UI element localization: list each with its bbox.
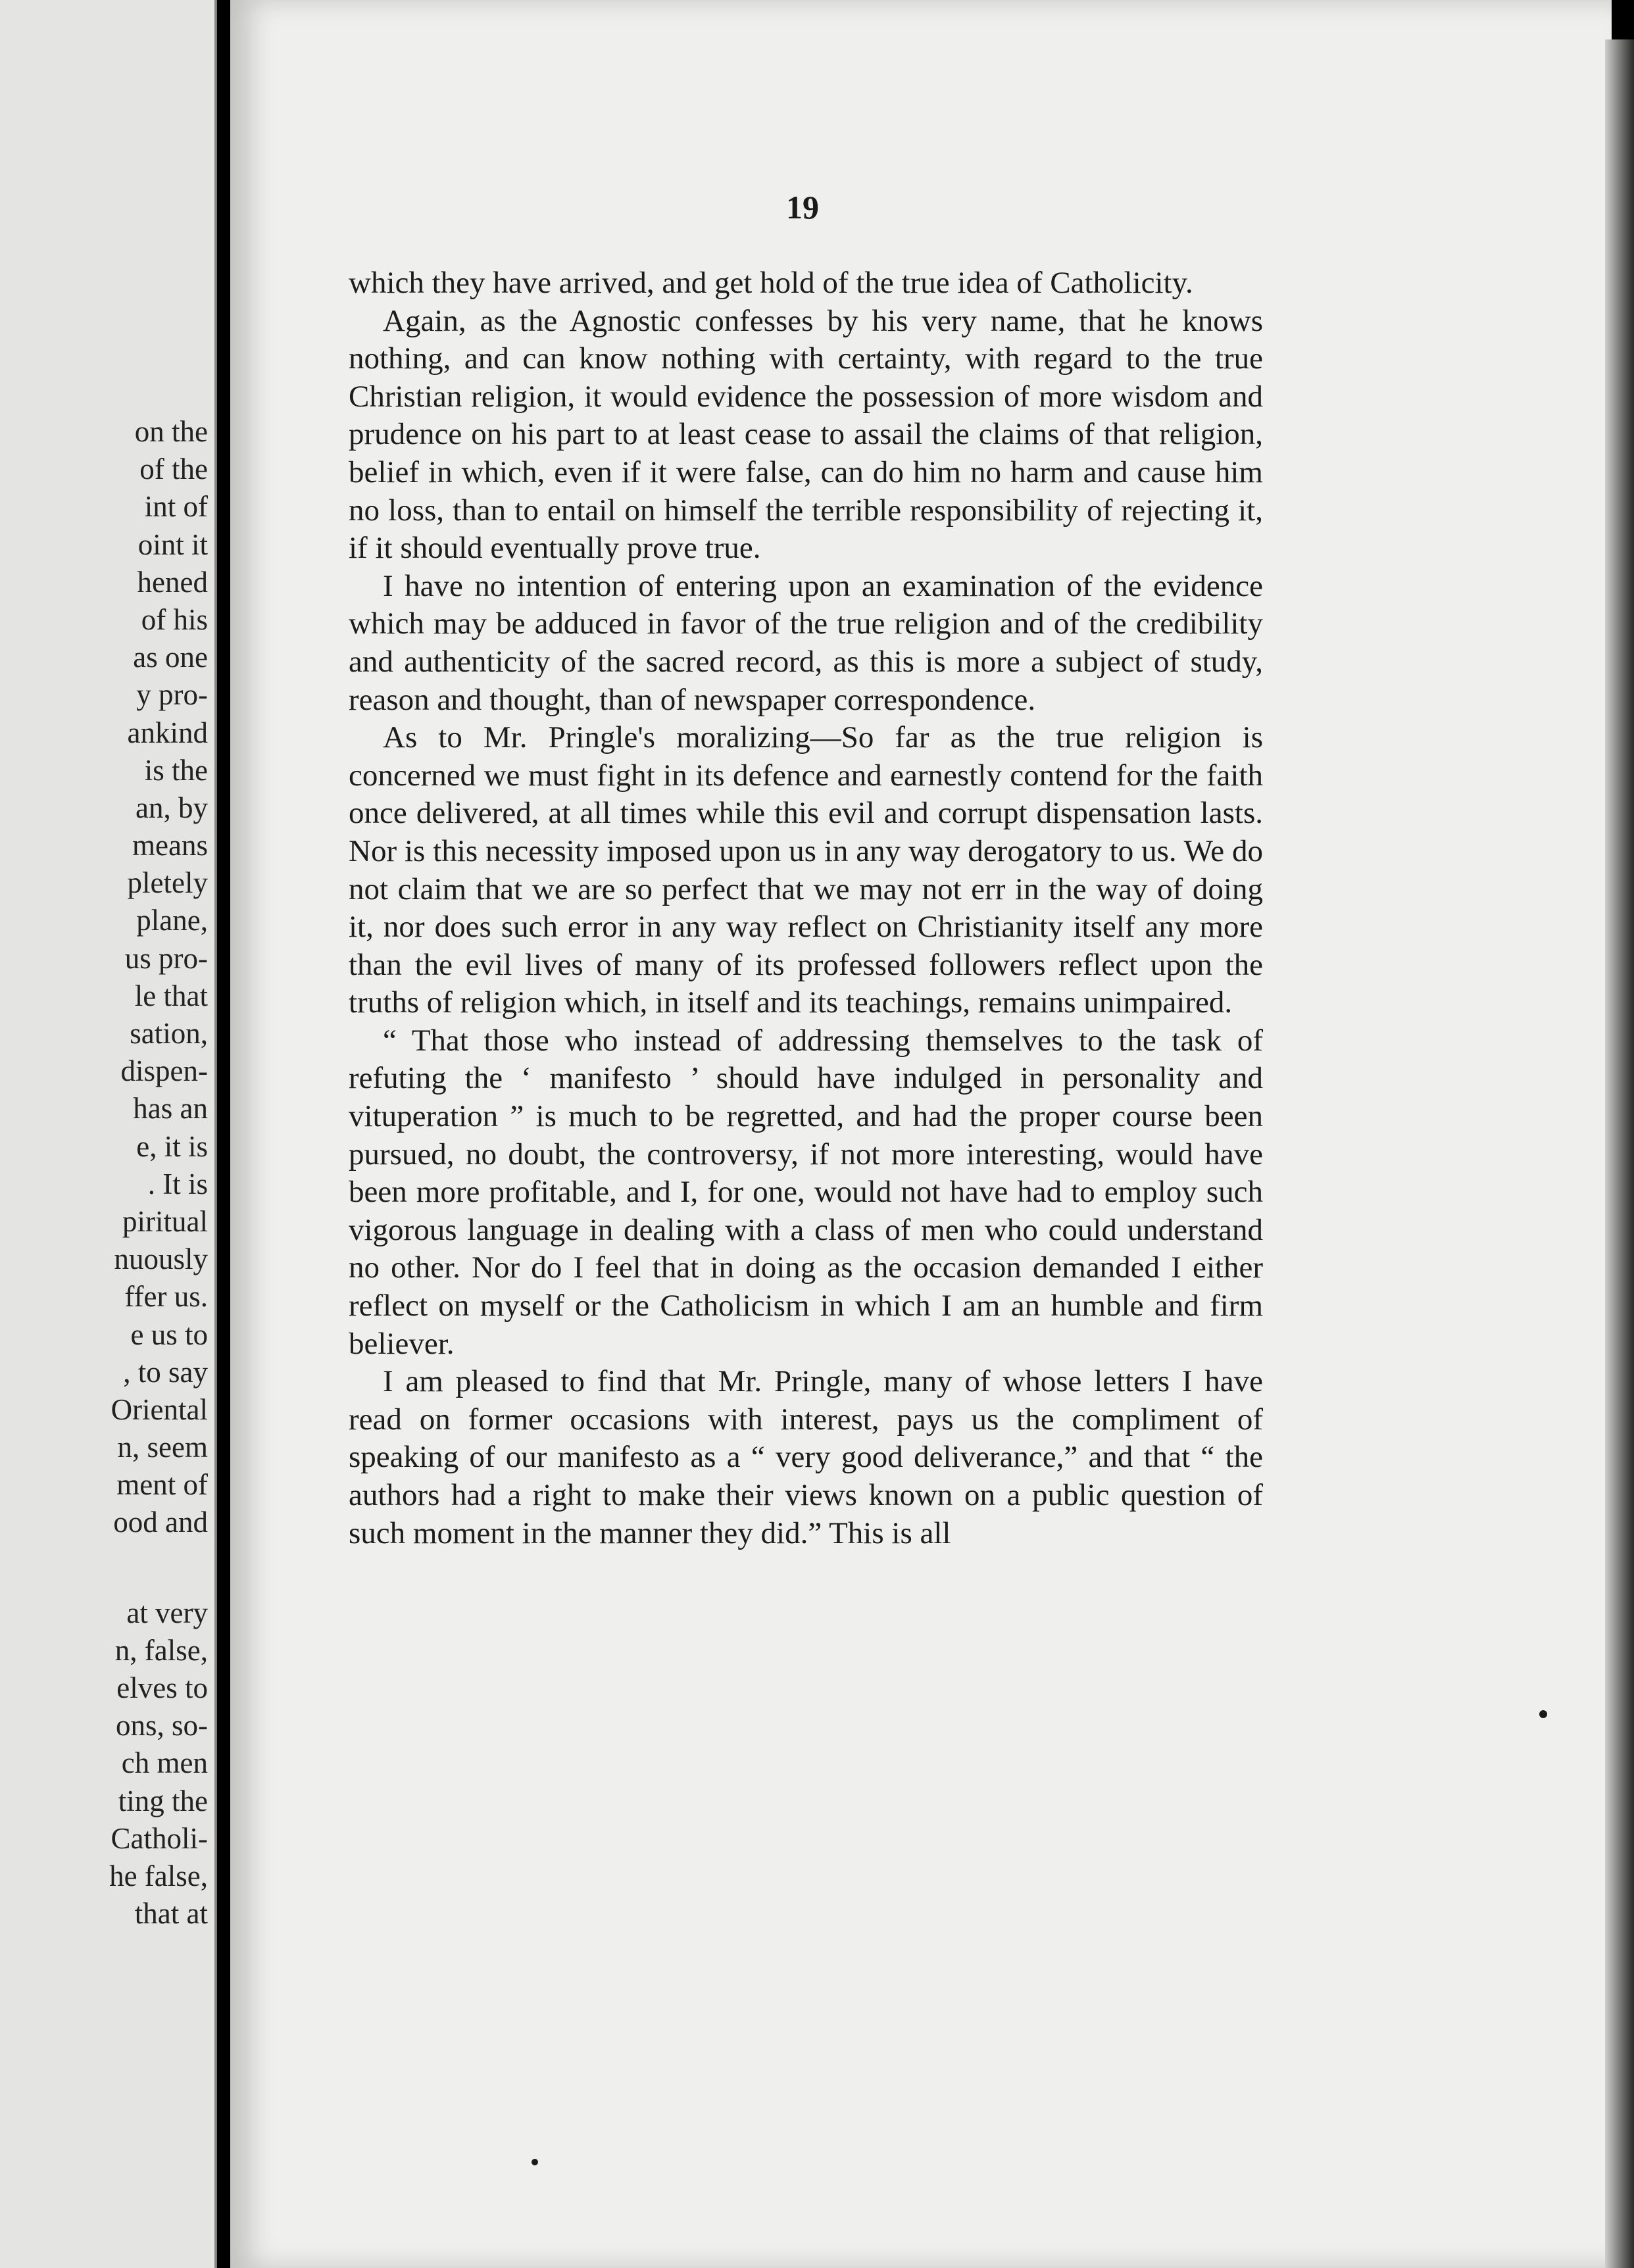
- paragraph-agnostic: Again, as the Agnostic confesses by his very name, that he knows nothing, and can know nothing with certainty, with regard to the true Christian religion, it would evidence the possession of more wisdom and prudence on his part to at least cease to assail the claims of that religion, belief in which, even if it were false, can do him no harm and cause him no loss, than to entail on himself the terrible responsibility of rejecting it, if it should eventually prove true.: [349, 303, 1263, 566]
- page-number: 19: [786, 189, 819, 226]
- left-line: elves to: [116, 1671, 208, 1704]
- left-page-text: [0, 413, 208, 1933]
- left-line: ment of: [116, 1468, 208, 1502]
- left-line: of his: [141, 603, 208, 636]
- left-line: oint it: [137, 528, 208, 561]
- left-line: le that: [134, 979, 208, 1012]
- left-line: hened: [137, 565, 208, 599]
- left-line: e us to: [130, 1318, 208, 1351]
- left-line: means: [132, 829, 208, 862]
- left-line: piritual: [122, 1204, 208, 1238]
- left-line: n, false,: [114, 1633, 208, 1667]
- left-line: , to say: [123, 1355, 208, 1389]
- left-line: as one: [133, 641, 208, 674]
- left-line: Catholi-: [111, 1821, 208, 1855]
- left-line: that at: [134, 1897, 208, 1931]
- page-body-text: [349, 264, 1263, 1552]
- left-line: int of: [144, 490, 208, 524]
- left-line: ankind: [127, 716, 208, 749]
- left-line: pletely: [127, 866, 208, 900]
- left-line: an, by: [136, 791, 208, 824]
- left-line: . It is: [147, 1167, 208, 1200]
- left-line: n, seem: [117, 1431, 208, 1464]
- left-line: ch men: [121, 1746, 208, 1780]
- page-edge-shadow: [1605, 39, 1634, 2268]
- left-line: of the: [139, 453, 208, 486]
- left-line: has an: [133, 1092, 208, 1125]
- left-line: us pro-: [124, 941, 208, 975]
- left-line: plane,: [136, 904, 208, 937]
- left-line: sation,: [130, 1017, 208, 1050]
- paragraph-evidence: I have no intention of entering upon an examination of the evidence which may be adduced in favor of the true religion and of the credibility and authenticity of the sacred record, as this is more a subject of study, reason and thought, than of newspaper correspondence.: [349, 568, 1263, 717]
- left-line: at very: [126, 1596, 208, 1629]
- left-line: ons, so-: [115, 1709, 208, 1742]
- paragraph-manifesto-quote: “ That those who instead of addressing themselves to the task of refuting the ‘ manifesto ’ should have indulged in personality and vituperation ” is much to be regretted, and had the proper course been pursued, no doubt, the controversy, if not more interesting, would have been more profitable, and I, for one, would not have had to employ such vigorous language in dealing with a class of men who could understand no other. Nor do I feel that in doing as the occasion demanded I either reflect on myself or the Catholicism in which I am an humble and firm believer.: [349, 1023, 1263, 1361]
- left-line: is the: [144, 753, 208, 787]
- speck-mark: [1539, 1710, 1547, 1718]
- left-line: Oriental: [111, 1393, 208, 1426]
- left-line: nuously: [114, 1243, 208, 1276]
- left-line: he false,: [109, 1859, 208, 1892]
- speck-mark: [532, 2159, 538, 2165]
- left-line: ffer us.: [124, 1280, 208, 1314]
- left-page-fragment: [0, 0, 217, 2268]
- left-line: e, it is: [136, 1129, 208, 1163]
- left-line: y pro-: [136, 678, 208, 712]
- left-line: dispen-: [120, 1054, 208, 1088]
- paragraph-moralizing: As to Mr. Pringle's moralizing—So far as the true religion is concerned we must fight in its defence and earnestly contend for the faith once delivered, at all times while this evil and corrupt dispensation lasts. Nor is this necessity imposed upon us in any way derogatory to us. We do not claim that we are so perfect that we may not err in the way of doing it, nor does such error in any way reflect on Christianity itself any more than the evil lives of many of its professed followers reflect upon the truths of religion which, in itself and its teachings, remains unimpaired.: [349, 720, 1263, 1020]
- left-line: ood and: [113, 1506, 208, 1539]
- book-gutter: [214, 0, 217, 2268]
- left-paragraph-gap: [0, 1542, 208, 1594]
- left-line: on the: [134, 415, 208, 448]
- paragraph-compliment: I am pleased to find that Mr. Pringle, many of whose letters I have read on former occasions with interest, pays us the compliment of speaking of our manifesto as a “ very good deliverance,” and that “ the authors had a right to make their views known on a public question of such moment in the manner they did.” This is all: [349, 1364, 1263, 1550]
- left-line: ting the: [118, 1784, 208, 1817]
- paragraph-continuation: which they have arrived, and get hold of the true idea of Catholicity.: [349, 266, 1193, 300]
